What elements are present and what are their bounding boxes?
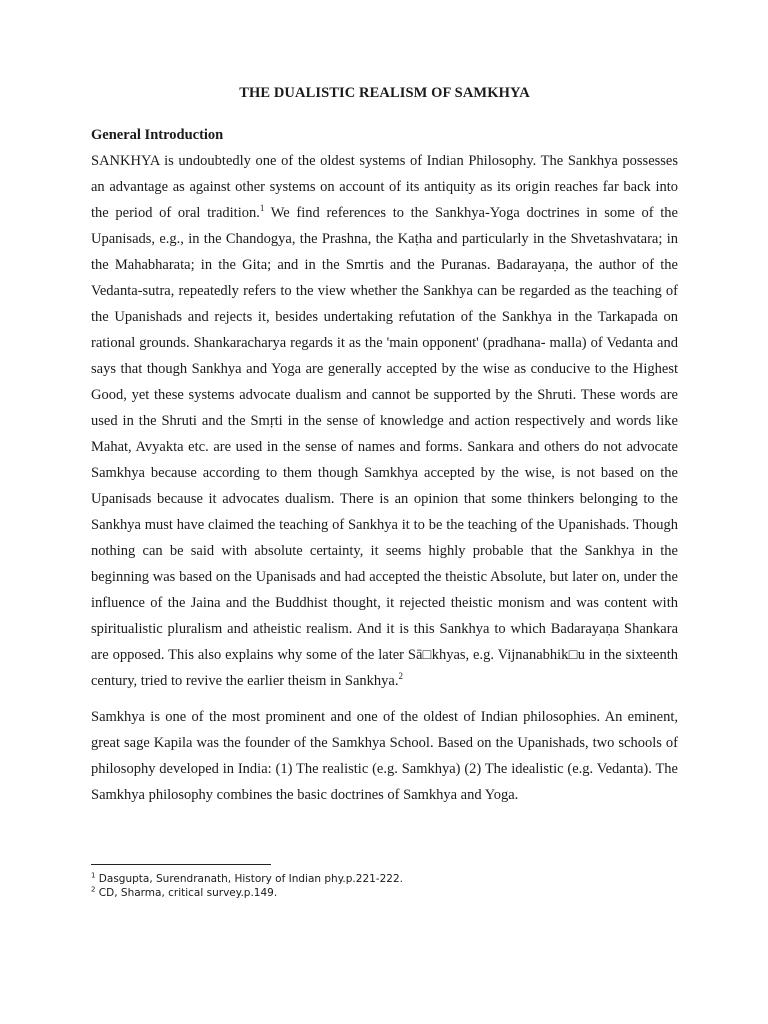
footnote-2-text: CD, Sharma, critical survey.p.149. [95, 887, 278, 899]
footnote-1-number: 1 [91, 871, 96, 880]
footnote-2-number: 2 [91, 885, 96, 894]
paragraph-1-text-b: We find references to the Sankhya-Yoga doctrines in some of the Upanisads, e.g., in the Chandogya, the Prashna, the Kaṭha and particularly in the Shvetashvatara; in the Mahabharata; in the Gita; and in the Smrtis and the Puranas. Badarayaṇa, the author of the Vedanta-sutra, repeatedly refers to the view whether the Sankhya can be regarded as the teaching of the Upanishads and rejects it, besides undertaking refutation of the Sankhya in the Tarkapada on rational grounds. Shankaracharya regards it as the 'main opponent' (pradhana- malla) of Vedanta and says that though Sankhya and Yoga are generally accepted by the wise as conducive to the Highest Good, yet these systems advocate dualism and cannot be supported by the Shruti. These words are used in the Shruti and the Smṛti in the sense of knowledge and action respectively and words like Mahat, Avyakta etc. are used in the sense of names and forms. Sankara and others do not advocate Samkhya because according to them though Samkhya accepted by the wise, is not based on the Upanisads because it advocates dualism. There is an opinion that some thinkers belonging to the Sankhya must have claimed the teaching of Sankhya it to be the teaching of the Upanishads. Though nothing can be said with absolute certainty, it seems highly probable that the Sankhya in the beginning was based on the Upanisads and had accepted the theistic Absolute, but later on, under the influence of the Jaina and the Buddhist thought, it rejected theistic monism and was content with spiritualistic pluralism and atheistic realism. And it is this Sankhya to which Badarayaṇa Shankara are opposed. This also explains why some of the later Sā□khyas, e.g. Vijnanabhik□u in the sixteenth century, tried to revive the earlier theism in Sankhya. [91, 205, 678, 689]
document-title: THE DUALISTIC REALISM OF SAMKHYA [239, 85, 530, 101]
footnote-divider [91, 864, 271, 865]
footnote-2 [91, 886, 678, 900]
paragraph-2: Samkhya is one of the most prominent and one of the oldest of Indian philosophies. An eminent, great sage Kapila was the founder of the Samkhya School. Based on the Upanishads, two schools of philosophy developed in India: (1) The realistic (e.g. Samkhya) (2) The idealistic (e.g. Vedanta). The Samkhya philosophy combines the basic doctrines of Samkhya and Yoga. [91, 709, 678, 803]
footnote-1-text: Dasgupta, Surendranath, History of Indian phy.p.221-222. [95, 873, 403, 885]
document-page [91, 85, 678, 808]
paragraph-1 [91, 148, 678, 694]
footnote-ref-2[interactable]: 2 [398, 671, 403, 682]
footnote-ref-1[interactable]: 1 [259, 203, 265, 214]
section-heading: General Introduction [91, 127, 224, 143]
paragraph-1-text-a: SANKHYA is undoubtedly one of the oldest systems of Indian Philosophy. The Sankhya possesses an advantage as against other systems on account of its antiquity as its origin reaches far back into the period of oral tradition. [91, 153, 678, 221]
footnote-1 [91, 872, 678, 886]
footnotes [91, 872, 678, 900]
